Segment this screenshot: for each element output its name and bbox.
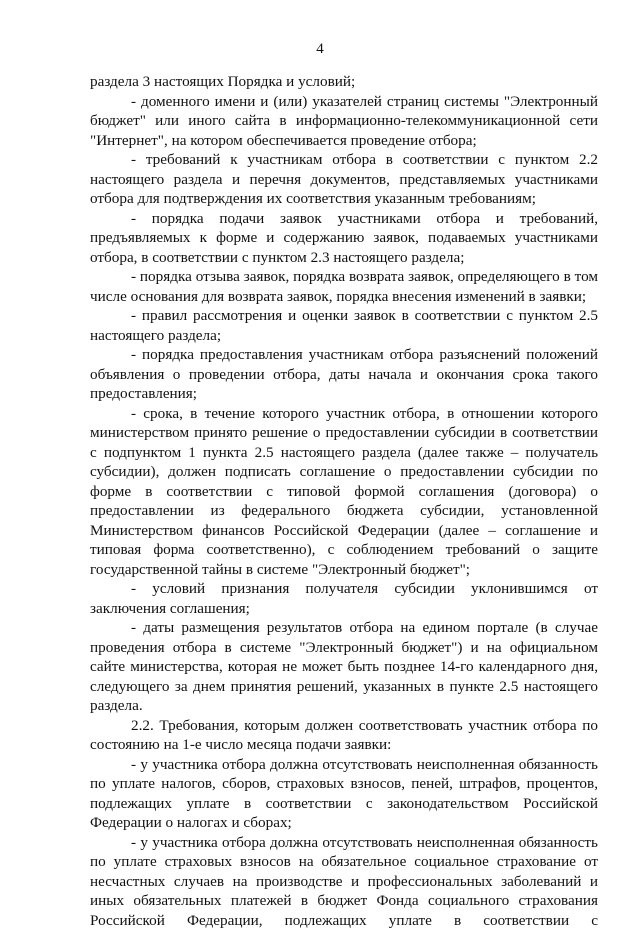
page-number: 4 xyxy=(0,40,640,58)
text-line: подлежащих уплате в соответствии с законодательством Российской xyxy=(90,794,598,814)
text-line: объявления о проведении отбора, даты начала и окончания срока такого xyxy=(90,365,598,385)
text-line: по уплате налогов, сборов, страховых взносов, пеней, штрафов, процентов, xyxy=(90,774,598,794)
text-line: следующего за днем принятия решений, указанных в пункте 2.5 настоящего xyxy=(90,677,598,697)
text-line: - порядка предоставления участникам отбора разъяснений положений xyxy=(90,345,598,365)
text-line: раздела. xyxy=(90,696,598,716)
text-line: предоставлении из федерального бюджета субсидии, установленной xyxy=(90,501,598,521)
text-line: числе основания для возврата заявок, порядка внесения изменений в заявки; xyxy=(90,287,598,307)
text-line: - требований к участникам отбора в соответствии с пунктом 2.2 xyxy=(90,150,598,170)
text-line: настоящего раздела и перечня документов, представляемых участниками xyxy=(90,170,598,190)
text-line: - даты размещения результатов отбора на едином портале (в случае xyxy=(90,618,598,638)
text-line: состоянию на 1-е число месяца подачи заявки: xyxy=(90,735,598,755)
text-line: Федерации о налогах и сборах; xyxy=(90,813,598,833)
document-body xyxy=(90,72,598,930)
text-line: Министерством финансов Российской Федерации (далее – соглашение и xyxy=(90,521,598,541)
text-line: несчастных случаев на производстве и профессиональных заболеваний и xyxy=(90,872,598,892)
text-line: - правил рассмотрения и оценки заявок в соответствии с пунктом 2.5 xyxy=(90,306,598,326)
text-line: государственной тайны в системе "Электронный бюджет"; xyxy=(90,560,598,580)
text-line: - у участника отбора должна отсутствовать неисполненная обязанность xyxy=(90,755,598,775)
text-line: раздела 3 настоящих Порядка и условий; xyxy=(90,72,598,92)
text-line: предоставления; xyxy=(90,384,598,404)
text-line: заключения соглашения; xyxy=(90,599,598,619)
text-line: - порядка отзыва заявок, порядка возврата заявок, определяющего в том xyxy=(90,267,598,287)
text-line: - условий признания получателя субсидии уклонившимся от xyxy=(90,579,598,599)
text-line: с подпунктом 1 пункта 2.5 настоящего раздела (далее также – получатель xyxy=(90,443,598,463)
text-line: типовая форма соответственно), с соблюдением требований о защите xyxy=(90,540,598,560)
text-line: по уплате страховых взносов на обязательное социальное страхование от xyxy=(90,852,598,872)
text-line: проведения отбора в системе "Электронный бюджет") и на официальном xyxy=(90,638,598,658)
text-line: иных обязательных платежей в бюджет Фонда социального страхования xyxy=(90,891,598,911)
text-line: субсидии), должен подписать соглашение о предоставлении субсидии по xyxy=(90,462,598,482)
text-line: - у участника отбора должна отсутствовать неисполненная обязанность xyxy=(90,833,598,853)
text-line: - доменного имени и (или) указателей страниц системы "Электронный xyxy=(90,92,598,112)
text-line: министерством принято решение о предоставлении субсидии в соответствии xyxy=(90,423,598,443)
text-line: предъявляемых к форме и содержанию заявок, подаваемых участниками xyxy=(90,228,598,248)
text-line: 2.2. Требования, которым должен соответствовать участник отбора по xyxy=(90,716,598,736)
text-line: - порядка подачи заявок участниками отбора и требований, xyxy=(90,209,598,229)
text-line: "Интернет", на котором обеспечивается проведение отбора; xyxy=(90,131,598,151)
text-line: бюджет" или иного сайта в информационно-телекоммуникационной сети xyxy=(90,111,598,131)
text-line: настоящего раздела; xyxy=(90,326,598,346)
text-line: сайте министерства, которая не может быть позднее 14-го календарного дня, xyxy=(90,657,598,677)
text-line: Российской Федерации, подлежащих уплате в соответствии с xyxy=(90,911,598,930)
text-line: отбора, в соответствии с пунктом 2.3 настоящего раздела; xyxy=(90,248,598,268)
text-line: форме в соответствии с типовой формой соглашения (договора) о xyxy=(90,482,598,502)
text-line: - срока, в течение которого участник отбора, в отношении которого xyxy=(90,404,598,424)
text-line: отбора для подтверждения их соответствия указанным требованиям; xyxy=(90,189,598,209)
